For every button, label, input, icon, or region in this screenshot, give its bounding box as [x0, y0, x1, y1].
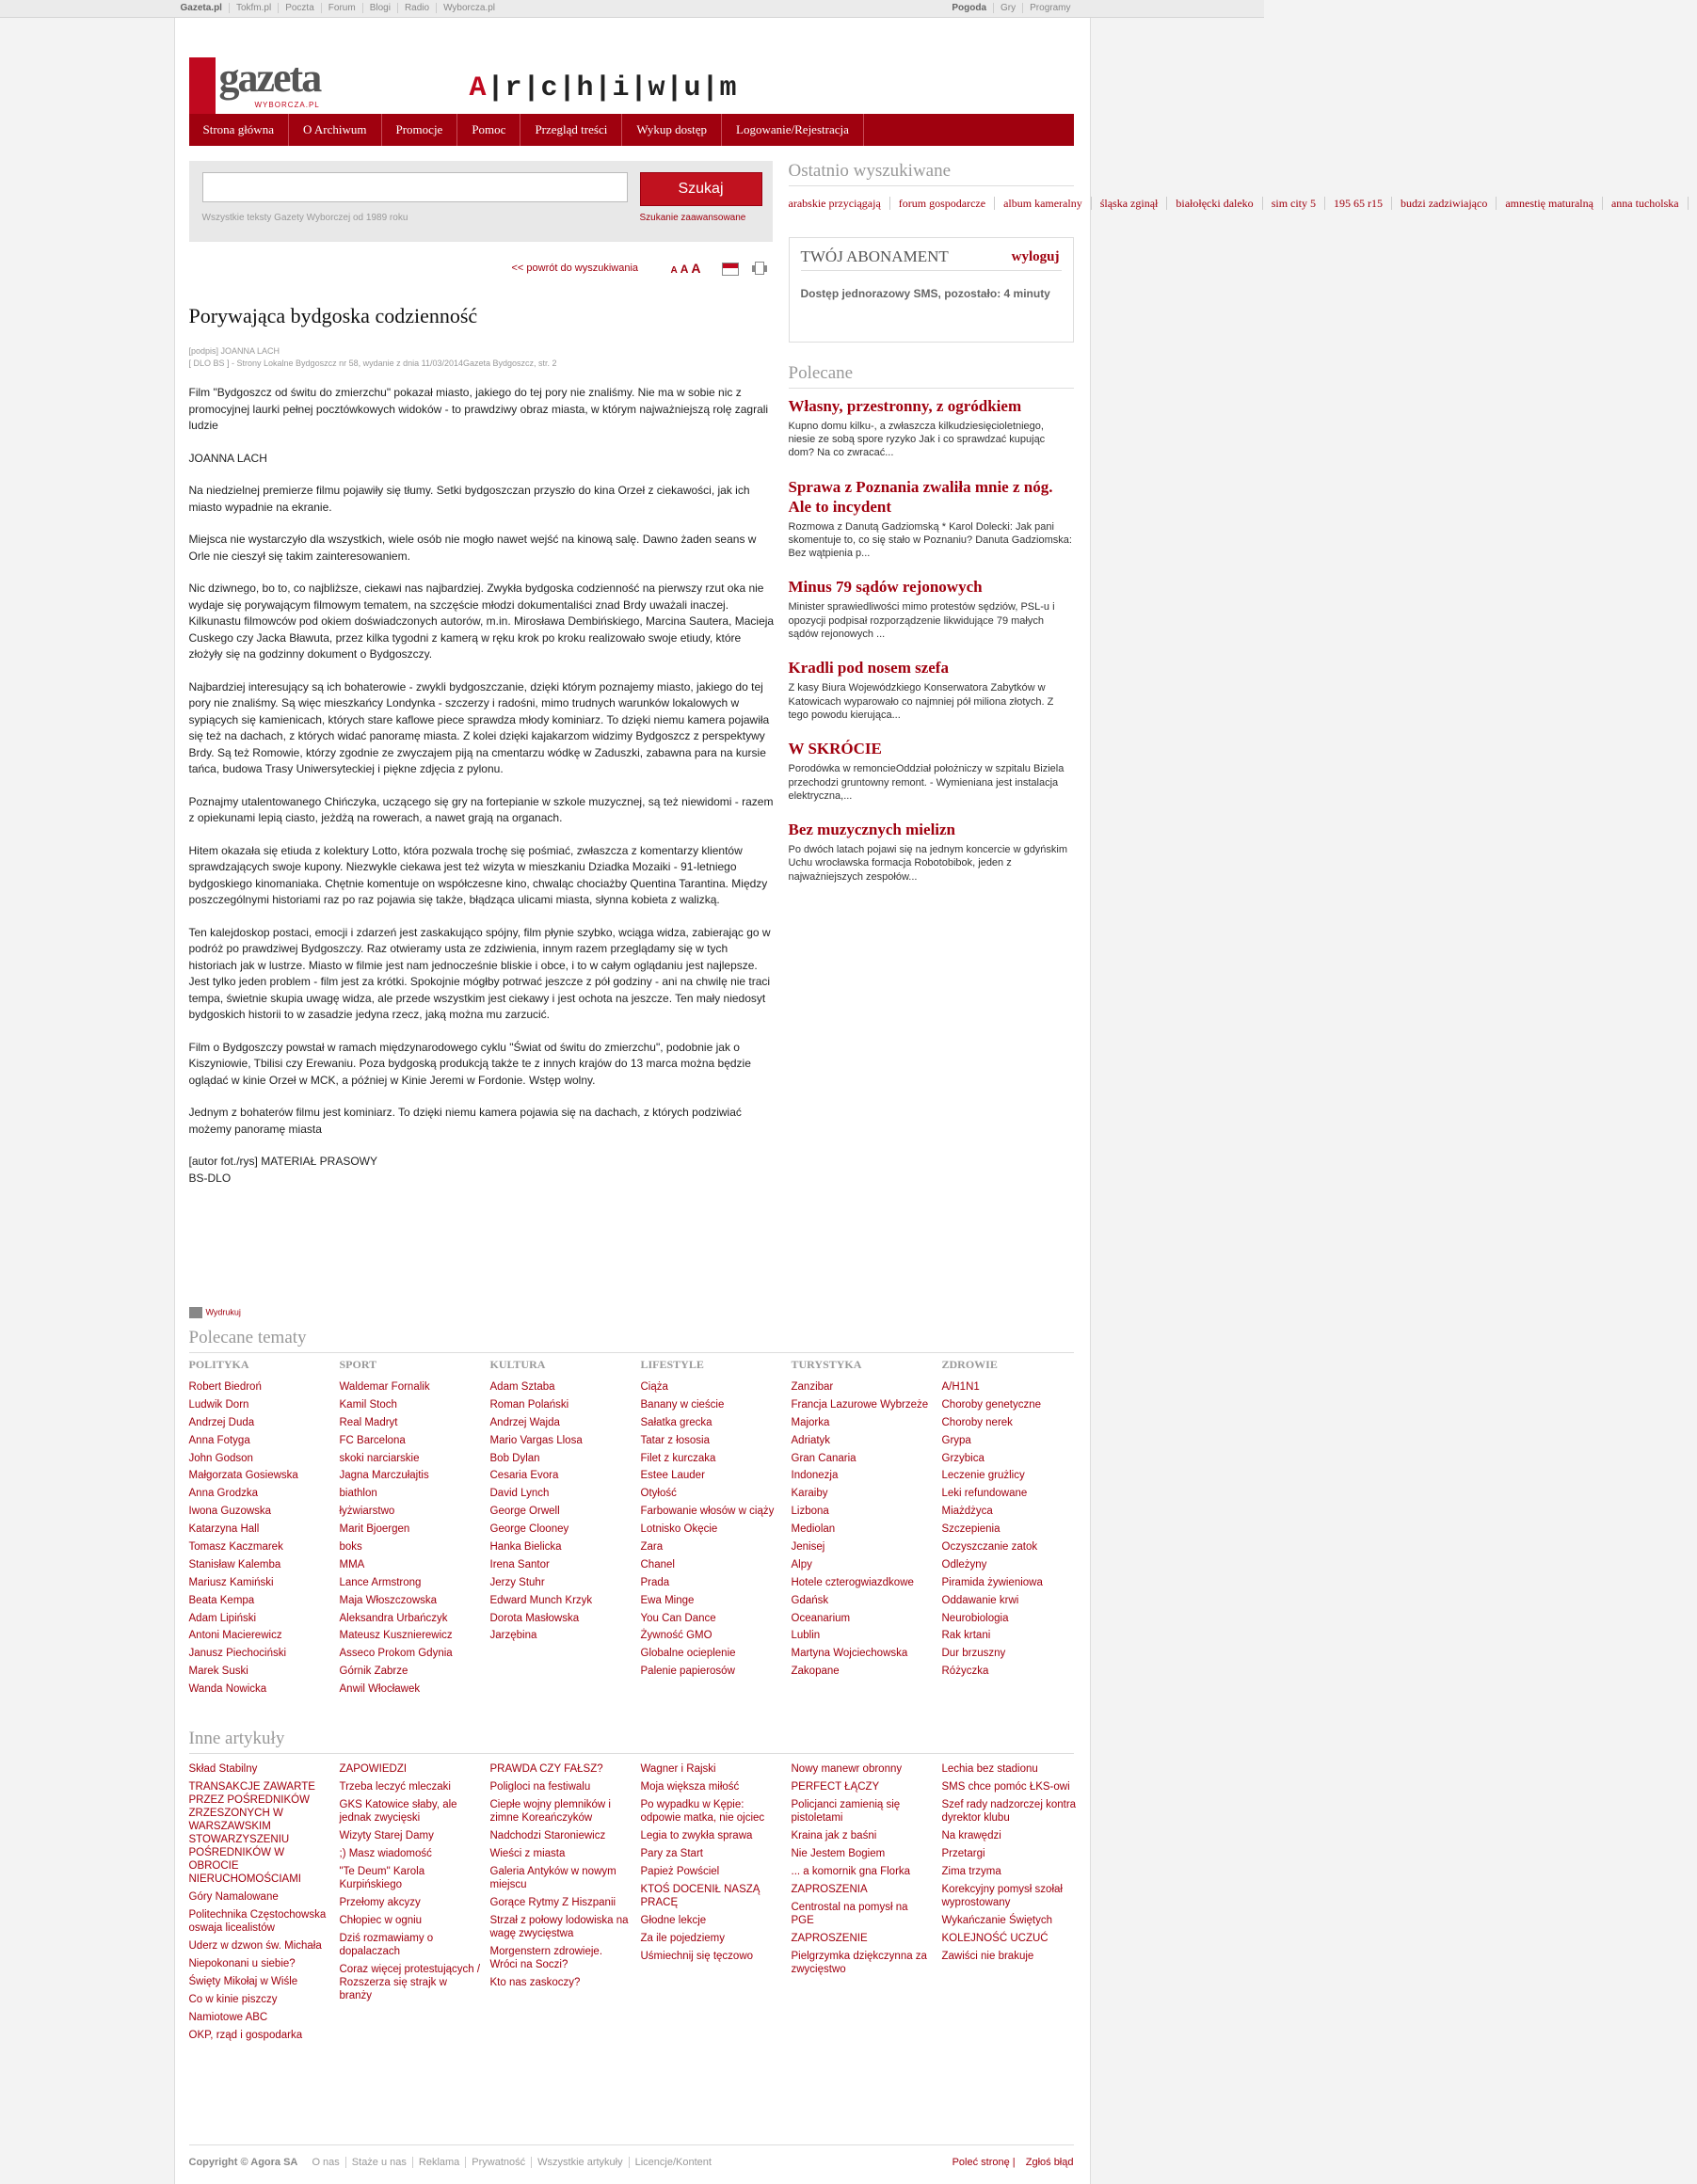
- top-link[interactable]: Radio: [405, 3, 437, 13]
- recommended-topics: [188, 1328, 1074, 1696]
- article-paragraph: Hitem okazała się etiuda z kolektury Lotto, która pozwala trochę się pośmiać, zwłaszcza z komentarzy klientów sprawdzających swoje kupony. Niezwykle ciekawa jest też wizyta w mieszkaniu Dziadka Mozaiki - 91-letniego bydgoskiego kinomaniaka. Chętnie komentuje on współczesne kino, chwaląc chociażby Quentina Tarantina. Między poszczególnymi historiami raz po raz pojawia się także, błądząca ulicami miasta, słynna kobieta z walizką.: [188, 843, 768, 906]
- topic-link[interactable]: Bob Dylan: [489, 1452, 540, 1464]
- topic-column: [641, 1358, 782, 1682]
- other-article-link[interactable]: Morgenstern zdrowieje. Wróci na Soczi?: [489, 1946, 603, 1970]
- topic-link[interactable]: Mariusz Kamiński: [188, 1576, 274, 1588]
- topic-link[interactable]: Banany w cieście: [640, 1398, 725, 1411]
- topic-link[interactable]: Andrzej Duda: [188, 1416, 255, 1428]
- report-error-link[interactable]: Zgłoś błąd: [1025, 2157, 1074, 2168]
- top-link[interactable]: Blogi: [370, 3, 398, 13]
- copyright: Copyright © Agora SA: [188, 2157, 298, 2168]
- topic-link[interactable]: Jagna Marczułajtis: [339, 1470, 429, 1482]
- topic-link[interactable]: John Godson: [188, 1452, 253, 1464]
- top-link[interactable]: Gazeta.pl: [181, 3, 230, 13]
- topic-link[interactable]: Zanzibar: [791, 1381, 834, 1393]
- footer: [189, 2144, 1074, 2168]
- topic-link[interactable]: Stanisław Kalemba: [188, 1558, 281, 1570]
- topic-link[interactable]: David Lynch: [489, 1488, 550, 1500]
- other-article-link[interactable]: Gorące Rytmy Z Hiszpanii: [489, 1897, 616, 1908]
- article-paragraph: Ten kalejdoskop postaci, emocji i zdarzeń jest zaskakująco spójny, film płynie szybko, wciąga widza, zabierając go w podróż po prawdziwej Bydgoszczy. Raz otwieramy usta ze zdziwienia, innym razem przeglądamy się w tych historiach jak w lustrze. Miasto w filmie jest nam jednocześnie bliskie i obce, i to w całym oglądaniu jest najlepsze. Jest tylko jeden problem - film jest za krótki. Spokojnie mógłby potrwać jeszcze z pół godziny - ani na chwilę nie traci tempa, świetnie skupia uwagę widza, ale przede wszystkim jest ciekawy i jest ochota na jeszcze. Ten mały niedosyt bydgoskich historii to w zasadzie jedyna rzecz, jaką można mu zarzucić.: [188, 925, 771, 1021]
- other-article-link[interactable]: Legia to zwykła sprawa: [640, 1830, 753, 1841]
- topic-link[interactable]: Andrzej Wajda: [489, 1416, 560, 1428]
- nav-item-help[interactable]: Pomoc: [457, 114, 520, 146]
- nav-item-browse[interactable]: Przegląd treści: [520, 114, 622, 146]
- topic-link[interactable]: Anwil Włocławek: [339, 1683, 421, 1696]
- topic-link[interactable]: Cesaria Evora: [489, 1470, 559, 1482]
- other-article-link[interactable]: Pielgrzymka dziękczynna za zwycięstwo: [791, 1951, 927, 1975]
- other-article-link[interactable]: Papież Powściel: [640, 1866, 720, 1877]
- recommended-lead: Rozmowa z Danutą Gadziomską * Karol Dolecki: Jak pani skomentuje to, co się stało w Poznaniu? Danuta Gadziomska: Bez wątpienia p...: [788, 520, 1072, 560]
- recommended-item: [789, 477, 1074, 561]
- print-link[interactable]: [189, 1307, 241, 1318]
- topic-link[interactable]: Adam Lipiński: [188, 1612, 257, 1624]
- topic-column: [189, 1358, 330, 1700]
- archiwum-rest: |r|c|h|i|w|u|m: [487, 72, 738, 104]
- topic-column-heading: KULTURA: [489, 1358, 546, 1371]
- top-link[interactable]: Forum: [328, 3, 363, 13]
- subscription-box: [789, 237, 1074, 343]
- top-link[interactable]: Poczta: [285, 3, 322, 13]
- topic-column-heading: TURYSTYKA: [791, 1358, 862, 1371]
- top-link[interactable]: Pogoda: [952, 3, 994, 13]
- footer-link[interactable]: Staże u nas: [352, 2157, 413, 2168]
- recent-search-link[interactable]: budzi zadziwiająco: [1401, 197, 1497, 210]
- font-medium-button[interactable]: A: [680, 263, 689, 276]
- other-article-link[interactable]: Kraina jak z baśni: [791, 1830, 877, 1841]
- topic-link[interactable]: Marit Bjoergen: [339, 1523, 410, 1536]
- topic-link[interactable]: Anna Fotyga: [188, 1434, 250, 1446]
- topic-link[interactable]: Anna Grodzka: [188, 1488, 259, 1500]
- topic-link[interactable]: Robert Biedroń: [188, 1381, 262, 1393]
- topic-link[interactable]: Mediolan: [791, 1523, 836, 1536]
- other-article-link[interactable]: Strzał z połowy lodowiska na wagę zwycięstwa: [489, 1915, 629, 1939]
- other-article-link[interactable]: Głodne lekcje: [640, 1915, 707, 1926]
- recommended-lead: Z kasy Biura Wojewódzkiego Konserwatora Zabytków w Katowicach wyparowało co najmniej pół miliona złotych. Z tego powodu kierująca...: [788, 682, 1054, 721]
- top-link[interactable]: Tokfm.pl: [236, 3, 279, 13]
- topic-link[interactable]: Rak krtani: [941, 1630, 991, 1642]
- topic-link[interactable]: Katarzyna Hall: [188, 1523, 260, 1536]
- subscription-title: TWÓJ ABONAMENT: [801, 247, 1062, 271]
- topic-link[interactable]: Marek Suski: [188, 1666, 248, 1678]
- topic-link[interactable]: Iwona Guzowska: [188, 1506, 272, 1518]
- nav-item-buy-access[interactable]: Wykup dostęp: [622, 114, 722, 146]
- topic-link[interactable]: Majorka: [791, 1416, 830, 1428]
- other-article-link[interactable]: Przetargi: [941, 1848, 985, 1859]
- footer-links: [189, 2157, 1074, 2168]
- other-articles-column: [942, 1762, 1083, 1968]
- topic-link[interactable]: Palenie papierosów: [640, 1666, 735, 1678]
- other-article-link[interactable]: PERFECT ŁĄCZY: [791, 1781, 880, 1793]
- other-article-link[interactable]: Zawiści nie brakuje: [941, 1951, 1034, 1962]
- other-article-link[interactable]: ... a komornik gna Florka: [791, 1866, 911, 1877]
- nav-item-promotions[interactable]: Promocje: [382, 114, 458, 146]
- topic-link[interactable]: Chanel: [640, 1558, 675, 1570]
- logo-text: gazeta: [218, 55, 321, 101]
- search-box: [189, 161, 773, 242]
- topic-link[interactable]: Sałatka grecka: [640, 1416, 712, 1428]
- top-link[interactable]: Gry: [1001, 3, 1023, 13]
- topic-link[interactable]: Wanda Nowicka: [188, 1683, 267, 1696]
- other-article-link[interactable]: OKP, rząd i gospodarka: [188, 2030, 303, 2041]
- recommended-item: [789, 658, 1074, 722]
- article-byline: [podpis] JOANNA LACH: [188, 346, 280, 356]
- article-paragraph: Jednym z bohaterów filmu jest kominiarz. To dzięki niemu kamera pojawia się na dachach, z których podziwiać możemy panoramę miasta: [188, 1106, 742, 1136]
- other-article-link[interactable]: Za ile pojedziemy: [640, 1933, 725, 1944]
- topic-link[interactable]: Tatar z łososia: [640, 1434, 711, 1446]
- other-article-link[interactable]: Co w kinie piszczy: [188, 1994, 278, 2005]
- mail-icon[interactable]: [722, 263, 739, 276]
- topic-link[interactable]: Beata Kempa: [188, 1594, 255, 1606]
- other-article-link[interactable]: Centrostal na pomysł na PGE: [791, 1902, 908, 1926]
- topic-column-heading: ZDROWIE: [941, 1358, 998, 1371]
- logo-red-block: [189, 57, 216, 114]
- recommended-headline[interactable]: Bez muzycznych mielizn: [788, 821, 956, 839]
- recommended-lead: Minister sprawiedliwości mimo protestów sędziów, PSL-u i opozycji podpisał rozporządzenie likwidujące 79 małych sądów rejonowych ...: [788, 601, 1055, 641]
- topic-link[interactable]: Zara: [640, 1541, 664, 1554]
- other-articles-column: [641, 1762, 782, 1968]
- other-article-link[interactable]: Nadchodzi Staroniewicz: [489, 1830, 606, 1841]
- gazeta-logo[interactable]: [189, 57, 359, 114]
- other-article-link[interactable]: Zima trzyma: [941, 1866, 1001, 1877]
- topic-link[interactable]: Estee Lauder: [640, 1470, 705, 1482]
- nav-item-about[interactable]: O Archiwum: [289, 114, 382, 146]
- footer-link[interactable]: Wszystkie artykuły: [537, 2157, 629, 2168]
- print-label: Wydrukuj: [205, 1307, 241, 1317]
- topic-link[interactable]: FC Barcelona: [339, 1434, 406, 1446]
- recommended-item: [789, 820, 1074, 884]
- article-title: Porywająca bydgoska codzienność: [188, 304, 478, 327]
- print-icon[interactable]: [752, 262, 767, 275]
- topic-link[interactable]: Jarzębina: [489, 1630, 537, 1642]
- topic-link[interactable]: Francja Lazurowe Wybrzeże: [791, 1398, 929, 1411]
- other-article-link[interactable]: ;) Masz wiadomość: [339, 1848, 432, 1859]
- topic-link[interactable]: Waldemar Fornalik: [339, 1381, 430, 1393]
- recent-search-link[interactable]: anna tucholska: [1611, 197, 1689, 210]
- advanced-search-link[interactable]: Szukanie zaawansowane: [639, 213, 746, 223]
- recommended-headline[interactable]: Kradli pod nosem szefa: [788, 659, 949, 678]
- other-article-link[interactable]: Namiotowe ABC: [188, 2012, 268, 2023]
- topic-link[interactable]: Zakopane: [791, 1666, 840, 1678]
- other-article-link[interactable]: Galeria Antyków w nowym miejscu: [489, 1866, 616, 1890]
- topic-link[interactable]: MMA: [339, 1558, 365, 1570]
- recommended-section: [789, 363, 1074, 884]
- topic-link[interactable]: Ludwik Dorn: [188, 1398, 249, 1411]
- other-article-link[interactable]: Święty Mikołaj w Wiśle: [188, 1976, 298, 1987]
- other-article-link[interactable]: KTOŚ DOCENIŁ NASZĄ PRACĘ: [640, 1884, 760, 1908]
- top-links: [181, 3, 509, 13]
- topic-column: [490, 1358, 632, 1647]
- recommended-item: [789, 577, 1074, 641]
- topic-link[interactable]: Ewa Minge: [640, 1594, 695, 1606]
- archiwum-title: [470, 72, 738, 104]
- article-tools: [189, 261, 773, 279]
- other-article-link[interactable]: ZAPROSZENIA: [791, 1884, 868, 1895]
- topic-link[interactable]: Grzybica: [941, 1452, 985, 1464]
- article-paragraph: [autor fot./rys] MATERIAŁ PRASOWY BS-DLO: [188, 1155, 377, 1185]
- footer-link[interactable]: O nas: [312, 2157, 345, 2168]
- other-article-link[interactable]: Uśmiechnij się tęczowo: [640, 1951, 754, 1962]
- topic-link[interactable]: Piramida żywieniowa: [941, 1576, 1043, 1588]
- topic-link[interactable]: Lizbona: [791, 1506, 829, 1518]
- recent-search-link[interactable]: forum gospodarcze: [899, 197, 995, 210]
- article-paragraph: Najbardziej interesujący są ich bohaterowie - zwykli bydgoszczanie, dzięki którym poznajemy miasto, jakiego do tej pory nie znaliśmy. Są więc mieszkańcy Londynka - szczerzy i radośni, mimo trudnych warunków lokalowych w sypiących się kamienicach, których stare kaflowe piece sprawdza młody kominiarz. To dzięki niemu kamera pojawiła się też na dachach, z których widać panoramę miasta. Z kolei dzięki kajakarzom widzimy Bydgoszcz z perspektywy Brdy. Są też Romowie, którzy zgodnie ze zwyczajem piją na cmentarzu wódkę w Zaduszki, zabawna para na kursie tańca, budowa Trasy Uniwersyteckiej i piękne zdjęcia z pylonu.: [188, 679, 770, 775]
- topic-column: [340, 1358, 481, 1700]
- topic-link[interactable]: Jenisej: [791, 1541, 825, 1554]
- topic-link[interactable]: Ciąża: [640, 1381, 668, 1393]
- recent-search-link[interactable]: amnestię maturalną: [1505, 197, 1603, 210]
- topic-link[interactable]: Oceanarium: [791, 1612, 851, 1624]
- logo-sub: WYBORCZA.PL: [254, 101, 320, 109]
- topic-link[interactable]: Globalne ocieplenie: [640, 1648, 736, 1660]
- subscription-status: Dostęp jednorazowy SMS, pozostało: 4 minuty: [800, 286, 1050, 300]
- topic-link[interactable]: Żywność GMO: [640, 1630, 712, 1642]
- other-article-link[interactable]: TRANSAKCJE ZAWARTE PRZEZ POŚREDNIKÓW ZRZESZONYCH W WARSZAWSKIM STOWARZYSZENIU POŚREDNIKÓW W OBROCIE NIERUCHOMOŚCIAMI: [188, 1781, 315, 1885]
- other-article-link[interactable]: "Te Deum" Karola Kurpińskiego: [339, 1866, 425, 1890]
- other-article-link[interactable]: Moja większa miłość: [640, 1781, 740, 1793]
- article-source: [ DLO BS ] - Strony Lokalne Bydgoszcz nr 58, wydanie z dnia 11/03/2014Gazeta Bydgoszcz, str. 2: [188, 359, 557, 368]
- header: [189, 39, 1074, 114]
- topic-link[interactable]: Lance Armstrong: [339, 1576, 422, 1588]
- topic-link[interactable]: Hanka Bielicka: [489, 1541, 562, 1554]
- recommended-headline[interactable]: Minus 79 sądów rejonowych: [788, 578, 983, 597]
- other-article-link[interactable]: Nie Jestem Bogiem: [791, 1848, 886, 1859]
- topic-link[interactable]: You Can Dance: [640, 1612, 716, 1624]
- other-article-link[interactable]: Chłopiec w ogniu: [339, 1915, 423, 1926]
- other-article-link[interactable]: Policjanci zamienią się pistoletami: [791, 1799, 901, 1824]
- footer-right-links: Poleć stronę | Zgłoś błąd: [952, 2157, 1074, 2168]
- recommended-item: [789, 739, 1074, 803]
- topic-link[interactable]: Adam Sztaba: [489, 1381, 555, 1393]
- topic-link[interactable]: Dorota Masłowska: [489, 1612, 580, 1624]
- recommended-headline[interactable]: W SKRÓCIE: [788, 740, 882, 758]
- recent-search-link[interactable]: śląska zginął: [1100, 197, 1168, 210]
- other-articles-column: [189, 1762, 330, 2047]
- topic-link[interactable]: Tomasz Kaczmarek: [188, 1541, 283, 1554]
- other-article-link[interactable]: Po wypadku w Kępie: odpowie matka, nie ojciec: [640, 1799, 765, 1824]
- other-article-link[interactable]: Pary za Start: [640, 1848, 703, 1859]
- topic-link[interactable]: Choroby nerek: [941, 1416, 1013, 1428]
- other-article-link[interactable]: Kto nas zaskoczy?: [489, 1977, 581, 1988]
- topic-link[interactable]: Jerzy Stuhr: [489, 1576, 545, 1588]
- topic-link[interactable]: Roman Polański: [489, 1398, 569, 1411]
- other-article-link[interactable]: KOLEJNOŚĆ UCZUĆ: [941, 1933, 1049, 1944]
- main-nav: [189, 114, 1074, 146]
- recent-searches: [788, 194, 1679, 215]
- topic-link[interactable]: Indonezja: [791, 1470, 839, 1482]
- other-article-link[interactable]: Trzeba leczyć mleczaki: [339, 1781, 451, 1793]
- topic-link[interactable]: Lublin: [791, 1630, 821, 1642]
- other-article-link[interactable]: Przełomy akcyzy: [339, 1897, 421, 1908]
- topic-link[interactable]: Janusz Piechociński: [188, 1648, 287, 1660]
- recent-search-link[interactable]: białołęcki daleko: [1176, 197, 1262, 210]
- topic-link[interactable]: Filet z kurczaka: [640, 1452, 716, 1464]
- topic-link[interactable]: Farbowanie włosów w ciąży: [640, 1506, 775, 1518]
- footer-link[interactable]: Licencje/Kontent: [634, 2157, 712, 2168]
- other-article-link[interactable]: Wieści z miasta: [489, 1848, 566, 1859]
- sidebar: [788, 161, 1679, 901]
- other-articles-column: [792, 1762, 933, 1981]
- other-article-link[interactable]: Wykańczanie Świętych: [941, 1915, 1052, 1926]
- topic-link[interactable]: Leczenie grużlicy: [941, 1470, 1025, 1482]
- topic-link[interactable]: Adriatyk: [791, 1434, 831, 1446]
- recommended-lead: Porodówka w remoncieOddział położniczy w szpitalu Biziela przechodzi gruntowny remont. - Wymieniana jest instalacja elektryczna,...: [788, 763, 1065, 802]
- recent-search-link[interactable]: sim city 5: [1272, 197, 1325, 210]
- other-article-link[interactable]: Wizyty Starej Damy: [339, 1830, 434, 1841]
- topic-link[interactable]: Oddawanie krwi: [941, 1594, 1019, 1606]
- other-article-link[interactable]: GKS Katowice słaby, ale jednak zwycięski: [339, 1799, 457, 1824]
- article-meta: [189, 345, 777, 370]
- topic-link[interactable]: Neurobiologia: [941, 1612, 1009, 1624]
- topic-link[interactable]: A/H1N1: [941, 1381, 980, 1393]
- topic-link[interactable]: skoki narciarskie: [339, 1452, 420, 1464]
- other-article-link[interactable]: Lechia bez stadionu: [941, 1763, 1038, 1775]
- other-article-link[interactable]: Góry Namalowane: [188, 1891, 279, 1903]
- other-article-link[interactable]: Wagner i Rajski: [640, 1763, 716, 1775]
- article-paragraph: Nic dziwnego, bo to, co najbliższe, ciekawi nas najbardziej. Zwykła bydgoska codzienność na pierwszy rzut oka nie wydaje się porywającym filmowym tematem, na szczęście młodzi dokumentaliści znad Brdy uważali inaczej. Kilkunastu filmowców pod okiem doświadczonych autorów, m.in. Mirosława Dembińskiego, Marcina Sautera, Macieja Cuskego czy Jacka Bławuta, przez kilka tygodni z kamerą w ręku krok po kroku realizowało swoje etiudy, które złożyły się na godzinny dokument o Bydgoszczy.: [188, 582, 775, 661]
- topic-link[interactable]: Dur brzuszny: [941, 1648, 1006, 1660]
- topic-column-heading: LIFESTYLE: [640, 1358, 704, 1371]
- topic-link[interactable]: Mateusz Kusznierewicz: [339, 1630, 453, 1642]
- topic-column-heading: POLITYKA: [188, 1358, 249, 1371]
- footer-link[interactable]: Reklama: [419, 2157, 466, 2168]
- article-paragraph: Poznajmy utalentowanego Chińczyka, uczącego się gry na fortepianie w szkole muzycznej, są też niewidomi - razem z opiekunami lepią ciasto, jeżdżą na rowerach, a nawet grają na organach.: [188, 794, 774, 824]
- topic-link[interactable]: Real Madryt: [339, 1416, 398, 1428]
- other-article-link[interactable]: Poligloci na festiwalu: [489, 1781, 591, 1793]
- other-articles: [188, 1729, 1077, 2041]
- topic-link[interactable]: Edward Munch Krzyk: [489, 1594, 593, 1606]
- other-articles-column: [490, 1762, 632, 1994]
- topic-link[interactable]: Odleżyny: [941, 1558, 987, 1570]
- topic-link[interactable]: Asseco Prokom Gdynia: [339, 1648, 453, 1660]
- topic-link[interactable]: łyżwiarstwo: [339, 1506, 395, 1518]
- topic-link[interactable]: Gdańsk: [791, 1594, 829, 1606]
- recent-search-link[interactable]: album kameralny: [1003, 197, 1092, 210]
- recommended-title: Polecane: [789, 363, 1074, 389]
- recent-search-link[interactable]: 195 65 r15: [1334, 197, 1392, 210]
- other-article-link[interactable]: ZAPROSZENIE: [791, 1933, 868, 1944]
- topic-link[interactable]: Alpy: [791, 1558, 812, 1570]
- topic-column-heading: SPORT: [339, 1358, 377, 1371]
- other-article-link[interactable]: Skład Stabilny: [188, 1763, 258, 1775]
- topic-link[interactable]: Grypa: [941, 1434, 971, 1446]
- font-large-button[interactable]: A: [691, 261, 701, 276]
- nav-item-login[interactable]: Logowanie/Rejestracja: [722, 114, 864, 146]
- topic-link[interactable]: Lotnisko Okęcie: [640, 1523, 718, 1536]
- topic-link[interactable]: Górnik Zabrze: [339, 1666, 408, 1678]
- font-size-controls: [671, 261, 704, 276]
- recommended-item: [789, 396, 1074, 460]
- article-paragraph: Na niedzielnej premierze filmu pojawiły się tłumy. Setki bydgoszczan przyszło do kina Orzeł z ciekawości, jak ich miasto wypadnie na ekranie.: [188, 484, 750, 514]
- topic-link[interactable]: Prada: [640, 1576, 670, 1588]
- other-article-link[interactable]: PRAWDA CZY FAŁSZ?: [489, 1763, 603, 1775]
- page: [174, 18, 1679, 2184]
- other-article-link[interactable]: SMS chce pomóc ŁKS-owi: [941, 1781, 1070, 1793]
- recent-search-link[interactable]: arabskie przyciągają: [789, 197, 890, 210]
- recommend-page-link[interactable]: Poleć stronę: [952, 2157, 1010, 2168]
- recommended-headline[interactable]: Własny, przestronny, z ogródkiem: [788, 396, 1022, 415]
- topic-link[interactable]: Różyczka: [941, 1666, 989, 1678]
- topic-link[interactable]: biathlon: [339, 1488, 377, 1500]
- article-paragraph: Film o Bydgoszczy powstał w ramach międzynarodowego cyklu "Świat od świtu do zmierzchu", podobnie jak o Kiszyniowie, Tbilisi czy Erewaniu. Poza bydgoską produkcją także te z innych krajów do 13 marca można będzie oglądać w kinie Orzeł w MCK, a później w Kinie Jeremi w Fordonie. Wstęp wolny.: [188, 1040, 751, 1087]
- recommended-lead: Po dwóch latach pojawi się na jednym koncercie w gdyńskim Uchu wrocławska formacja Robotobibok, jeden z najważniejszych zespołów...: [788, 844, 1068, 883]
- other-articles-title: Inne artykuły: [189, 1729, 1074, 1754]
- top-links-right: [952, 3, 1083, 13]
- topic-link[interactable]: boks: [339, 1541, 362, 1554]
- topic-link[interactable]: Choroby genetyczne: [941, 1398, 1041, 1411]
- article-paragraph: JOANNA LACH: [188, 451, 267, 465]
- other-article-link[interactable]: Korekcyjny pomysł szołał wyprostowany: [941, 1884, 1063, 1908]
- topic-link[interactable]: Małgorzata Gosiewska: [188, 1470, 298, 1482]
- topic-link[interactable]: Mario Vargas Llosa: [489, 1434, 583, 1446]
- topic-link[interactable]: Karaiby: [791, 1488, 828, 1500]
- back-to-search-link[interactable]: << powrót do wyszukiwania: [511, 263, 639, 274]
- search-button[interactable]: Szukaj: [640, 172, 762, 206]
- search-hint: Wszystkie teksty Gazety Wyborczej od 1989 roku: [201, 213, 408, 223]
- top-bar: [0, 0, 1264, 18]
- other-article-link[interactable]: Na krawędzi: [941, 1830, 1001, 1841]
- printer-icon: [189, 1307, 202, 1318]
- topic-link[interactable]: Szczepienia: [941, 1523, 1001, 1536]
- topic-link[interactable]: Martyna Wojciechowska: [791, 1648, 908, 1660]
- topic-link[interactable]: Miażdżyca: [941, 1506, 993, 1518]
- recommended-topics-title: Polecane tematy: [189, 1328, 1074, 1353]
- topic-link[interactable]: Antoni Macierewicz: [188, 1630, 282, 1642]
- article: [189, 291, 777, 1203]
- topic-link[interactable]: George Clooney: [489, 1523, 569, 1536]
- other-article-link[interactable]: Uderz w dzwon św. Michała: [188, 1940, 322, 1952]
- nav-item-home[interactable]: Strona główna: [189, 114, 289, 146]
- archiwum-first-letter: A: [469, 72, 488, 104]
- recommended-lead: Kupno domu kilku-, a zwłaszcza kilkudziesięcioletniego, niesie ze sobą spore ryzyko Jak i co sprawdzać kupując dom? Na co zwracać...: [788, 420, 1046, 459]
- recent-searches-title: Ostatnio wyszukiwane: [789, 161, 1074, 186]
- recommended-headline[interactable]: Sprawa z Poznania zwaliła mnie z nóg. Ale to incydent: [788, 477, 1053, 516]
- topic-link[interactable]: Kamil Stoch: [339, 1398, 397, 1411]
- topic-link[interactable]: Maja Włoszczowska: [339, 1594, 438, 1606]
- topic-link[interactable]: Otyłość: [640, 1488, 677, 1500]
- other-article-link[interactable]: Dziś rozmawiamy o dopalaczach: [339, 1933, 434, 1957]
- topic-link[interactable]: Hotele czterogwiazdkowe: [791, 1576, 914, 1588]
- other-article-link[interactable]: Szef rady nadzorczej kontra dyrektor klubu: [941, 1799, 1077, 1824]
- article-paragraph: Miejsca nie wystarczyło dla wszystkich, wiele osób nie mogło nawet wejść na kinową salę. Dawno żaden seans w Orle nie cieszył się takim zainteresowaniem.: [188, 533, 757, 563]
- top-link[interactable]: Programy: [1030, 3, 1071, 13]
- topic-link[interactable]: Aleksandra Urbańczyk: [339, 1612, 448, 1624]
- topic-link[interactable]: Leki refundowane: [941, 1488, 1028, 1500]
- other-articles-column: [340, 1762, 481, 2007]
- logout-link[interactable]: wyloguj: [1011, 248, 1060, 264]
- search-input[interactable]: [202, 172, 628, 202]
- other-article-link[interactable]: ZAPOWIEDZI: [339, 1763, 408, 1775]
- other-article-link[interactable]: Niepokonani u siebie?: [188, 1958, 296, 1969]
- topic-column: [942, 1358, 1083, 1682]
- other-article-link[interactable]: Politechnika Częstochowska oswaja licealistów: [188, 1909, 327, 1934]
- topic-link[interactable]: Gran Canaria: [791, 1452, 857, 1464]
- article-paragraph: Film "Bydgoszcz od świtu do zmierzchu" pokazał miasto, jakiego do tej pory nie znaliśmy. Nie ma w sobie nic z promocyjnej laurki pełnej pocztówkowych widoków - to prawdziwy obraz miasta, w którym najważniejszą rolę zagrali ludzie: [188, 386, 769, 432]
- topic-link[interactable]: Irena Santor: [489, 1558, 550, 1570]
- topic-column: [792, 1358, 933, 1682]
- other-article-link[interactable]: Coraz więcej protestujących / Rozszerza się strajk w branży: [339, 1964, 481, 2001]
- other-article-link[interactable]: Ciepłe wojny plemników i zimne Koreańczyków: [489, 1799, 611, 1824]
- topic-link[interactable]: George Orwell: [489, 1506, 560, 1518]
- top-link[interactable]: Wyborcza.pl: [443, 3, 496, 13]
- font-small-button[interactable]: A: [670, 265, 678, 276]
- topic-link[interactable]: Oczyszczanie zatok: [941, 1541, 1038, 1554]
- footer-link[interactable]: Prywatność: [472, 2157, 532, 2168]
- other-article-link[interactable]: Nowy manewr obronny: [791, 1763, 903, 1775]
